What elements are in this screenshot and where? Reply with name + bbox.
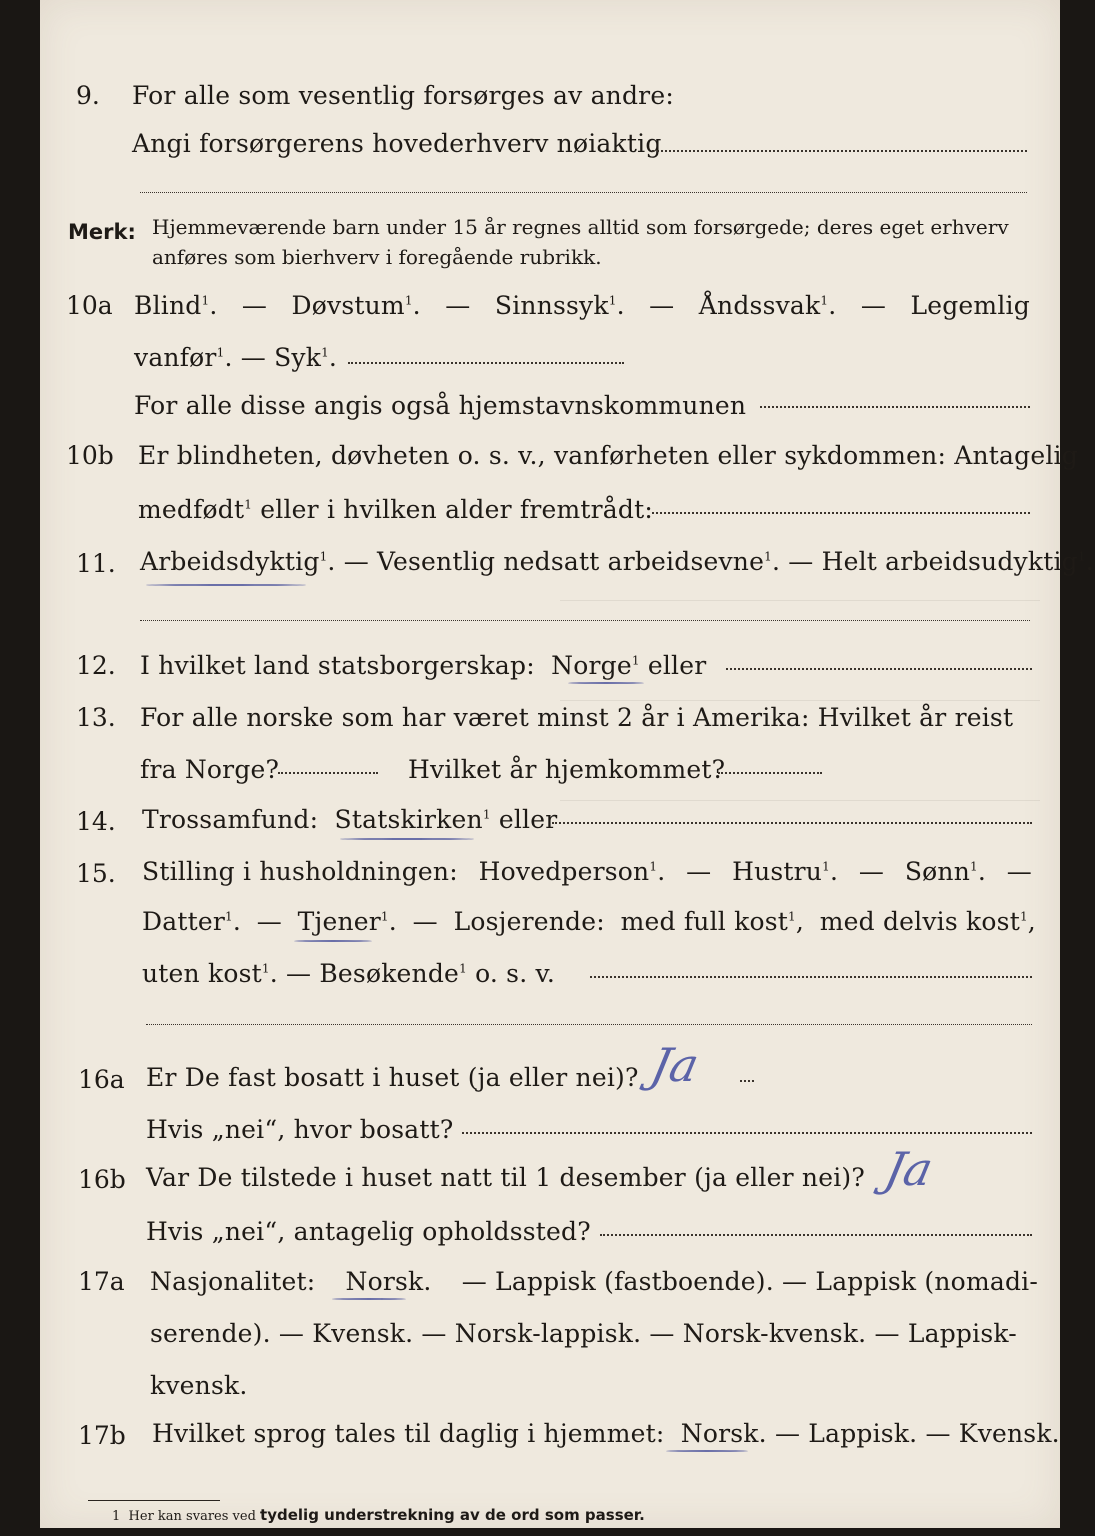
answer-line xyxy=(140,620,1030,621)
handwritten-answer: Ja xyxy=(880,1142,938,1196)
option-syk: Syk xyxy=(274,343,322,372)
page-edge xyxy=(1060,0,1095,1536)
answer-line xyxy=(462,1132,1032,1134)
answer-line xyxy=(726,668,1032,670)
answer-line xyxy=(740,1080,754,1082)
question-number: 17b xyxy=(78,1421,126,1450)
question-number: 10a xyxy=(66,291,113,320)
answer-line xyxy=(146,1024,1032,1025)
question-text: For alle disse angis også hjemstavnskommunen xyxy=(134,391,747,420)
question-text: kvensk. xyxy=(150,1371,248,1400)
question-number: 15. xyxy=(76,859,116,888)
answer-line xyxy=(652,512,1030,514)
answer-line xyxy=(348,362,624,364)
question-number: 9. xyxy=(76,81,100,110)
answer-line xyxy=(760,406,1030,408)
question-number: 16a xyxy=(78,1065,125,1094)
answer-line xyxy=(652,150,1027,152)
option-fullkost: med full kost xyxy=(620,907,788,936)
question-text: Var De tilstede i huset natt til 1 desember (ja eller nei)? xyxy=(146,1163,865,1192)
question-text: Datter$^1$. — Tjener$^1$. — Losjerende: med full kost$^1$, med delvis kost$^1$, xyxy=(142,907,1036,936)
question-text: Trossamfund: Statskirken$^1$ eller xyxy=(142,805,558,834)
answer-line xyxy=(718,772,822,774)
question-text: Blind$^1$. — Døvstum$^1$. — Sinnssyk$^1$. — Åndssvak$^1$. — Legemlig xyxy=(134,291,1030,320)
question-number: 17a xyxy=(78,1267,125,1296)
question-text: medfødt$^1$ eller i hvilken alder fremtrådt: xyxy=(138,495,653,524)
option-norge: Norge xyxy=(551,651,632,680)
question-text: Nasjonalitet: Norsk. — Lappisk (fastboende). — Lappisk (nomadi- xyxy=(150,1267,1038,1296)
question-number: 11. xyxy=(76,549,116,578)
show-through-line xyxy=(560,700,1040,701)
question-text: Hvis „nei“, antagelig opholdssted? xyxy=(146,1217,591,1246)
question-number: 12. xyxy=(76,651,116,680)
answer-line xyxy=(590,976,1032,978)
show-through-line xyxy=(560,800,1040,801)
question-number: 14. xyxy=(76,807,116,836)
option-sinnssyk: Sinnssyk xyxy=(494,291,609,320)
footnote: 1 Her kan svares ved tydelig understrekning av de ord som passer. xyxy=(112,1506,645,1524)
question-text: Er blindheten, døvheten o. s. v., vanførheten eller sykdommen: Antagelig xyxy=(138,441,1078,470)
pencil-underline xyxy=(666,1450,748,1452)
question-text: serende). — Kvensk. — Norsk-lappisk. — Norsk-kvensk. — Lappisk- xyxy=(150,1319,1017,1348)
option-norsk: Norsk. xyxy=(345,1267,432,1296)
option-besokende: Besøkende xyxy=(319,959,460,988)
option-hovedperson: Hovedperson xyxy=(478,857,650,886)
option-delviskost: med delvis kost xyxy=(819,907,1020,936)
option-vanfor: vanfør xyxy=(134,343,217,372)
option-datter: Datter xyxy=(142,907,225,936)
option-statskirken: Statskirken xyxy=(334,805,483,834)
option-udyktig: Helt arbeidsudyktig xyxy=(821,547,1078,576)
question-text: For alle som vesentlig forsørges av andre: xyxy=(132,81,674,110)
question-text: Arbeidsdyktig$^1$. — Vesentlig nedsatt arbeidsevne$^1$. — Helt arbeidsudyktig$^1$. xyxy=(140,547,1094,576)
pencil-underline xyxy=(340,838,474,840)
option-hustru: Hustru xyxy=(732,857,823,886)
question-text: For alle norske som har været minst 2 år i Amerika: Hvilket år reist xyxy=(140,703,1014,732)
pencil-underline xyxy=(146,584,306,586)
option-legemlig: Legemlig xyxy=(910,291,1030,320)
show-through-line xyxy=(560,600,1040,601)
pencil-underline xyxy=(294,940,372,942)
answer-line xyxy=(140,192,1027,193)
note-text: anføres som bierhverv i foregående rubrikk. xyxy=(152,245,602,269)
question-text: Hvis „nei“, hvor bosatt? xyxy=(146,1115,454,1144)
option-sonn: Sønn xyxy=(904,857,971,886)
pencil-underline xyxy=(332,1298,406,1300)
question-text: Stilling i husholdningen: Hovedperson$^1$. — Hustru$^1$. — Sønn$^1$. — xyxy=(142,857,1032,886)
option-tjener: Tjener xyxy=(297,907,381,936)
question-text: fra Norge? xyxy=(140,755,280,784)
question-text: I hvilket land statsborgerskap: Norge$^1$ eller xyxy=(140,651,707,680)
option-medfodt: medfødt xyxy=(138,495,245,524)
handwritten-answer: Ja xyxy=(646,1038,704,1092)
question-text: Er De fast bosatt i huset (ja eller nei)? xyxy=(146,1063,639,1092)
question-number: 10b xyxy=(66,441,114,470)
question-text: uten kost$^1$. — Besøkende$^1$ o. s. v. xyxy=(142,959,555,988)
option-utenkost: uten kost xyxy=(142,959,262,988)
footnote-rule xyxy=(88,1500,220,1501)
question-text: Angi forsørgerens hovederhverv nøiaktig xyxy=(132,129,662,158)
question-number: 13. xyxy=(76,703,116,732)
answer-line xyxy=(600,1234,1032,1236)
option-norsk-sprog: Norsk. xyxy=(680,1419,767,1448)
option-andssvak: Åndssvak xyxy=(698,291,821,320)
option-nedsatt: Vesentlig nedsatt arbeidsevne xyxy=(377,547,765,576)
question-text: Hvilket sprog tales til daglig i hjemmet: Norsk. — Lappisk. — Kvensk. xyxy=(152,1419,1060,1448)
answer-line xyxy=(278,772,378,774)
option-arbeidsdyktig: Arbeidsdyktig xyxy=(140,547,320,576)
note-label: Merk: xyxy=(68,220,136,244)
question-text: vanfør$^1$. — Syk$^1$. xyxy=(134,343,338,372)
pencil-underline xyxy=(568,682,644,684)
option-blind: Blind xyxy=(134,291,202,320)
answer-line xyxy=(552,822,1032,824)
note-text: Hjemmeværende barn under 15 år regnes alltid som forsørgede; deres eget erhverv xyxy=(152,215,1009,239)
question-text: Hvilket år hjemkommet? xyxy=(408,755,726,784)
option-dovstum: Døvstum xyxy=(291,291,405,320)
question-number: 16b xyxy=(78,1165,126,1194)
